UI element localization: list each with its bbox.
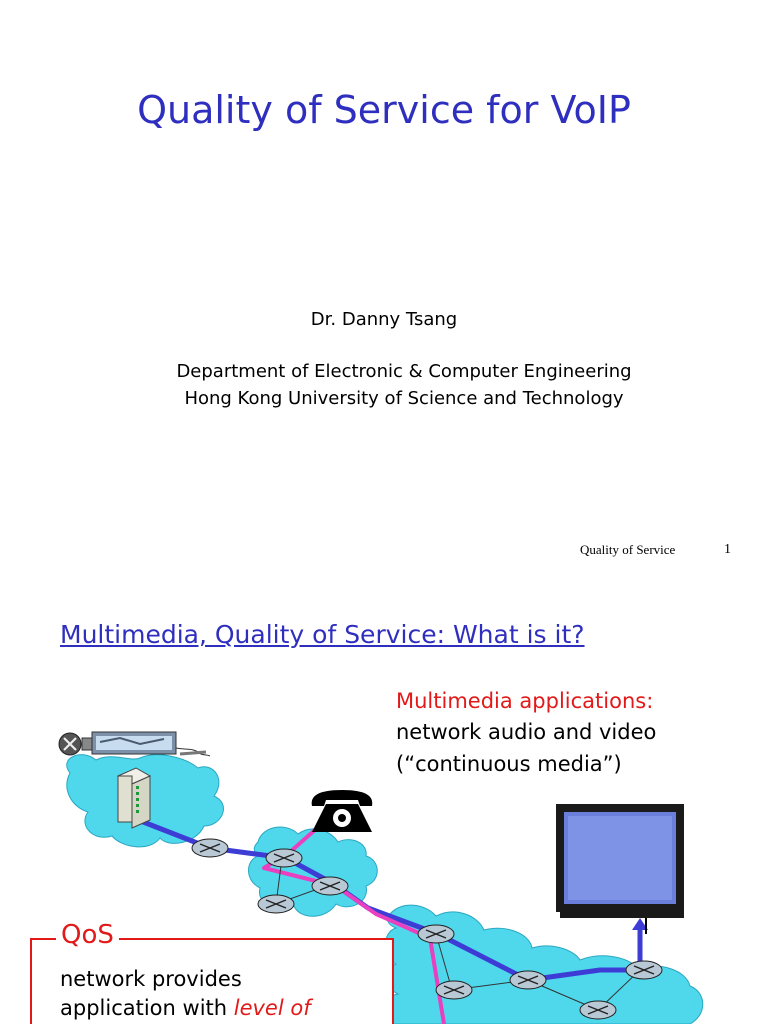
router-icon	[510, 971, 546, 989]
camera-icon	[59, 732, 210, 756]
university-name: Hong Kong University of Science and Technology	[184, 388, 624, 409]
server-icon	[118, 768, 150, 828]
multimedia-description-line: (“continuous media”)	[396, 752, 622, 776]
router-icon	[626, 961, 662, 979]
monitor-icon	[556, 804, 684, 934]
router-icon	[418, 925, 454, 943]
page-number: 1	[724, 542, 731, 557]
router-icon	[258, 895, 294, 913]
router-icon	[580, 1001, 616, 1019]
multimedia-description-line: network audio and video	[396, 720, 657, 744]
router-icon	[312, 877, 348, 895]
slide-title: Quality of Service for VoIP	[137, 88, 631, 132]
affiliation	[0, 358, 768, 412]
slide-title: Multimedia, Quality of Service: What is it?	[60, 620, 585, 649]
qos-description-line: network provides	[60, 967, 242, 991]
author-name: Dr. Danny Tsang	[310, 309, 458, 330]
router-icon	[436, 981, 472, 999]
qos-description-text: application with	[60, 996, 234, 1020]
qos-label: QoS	[56, 920, 119, 950]
department-name: Department of Electronic & Computer Engineering	[176, 361, 632, 382]
qos-emphasis: level of	[233, 996, 311, 1020]
router-icon	[266, 849, 302, 867]
telephone-icon	[312, 790, 373, 832]
router-icon	[192, 839, 228, 857]
multimedia-heading: Multimedia applications:	[396, 689, 654, 713]
qos-description-line	[60, 996, 311, 1020]
multimedia-qos-slide	[0, 590, 768, 1024]
slide-footer-label: Quality of Service	[580, 542, 676, 557]
